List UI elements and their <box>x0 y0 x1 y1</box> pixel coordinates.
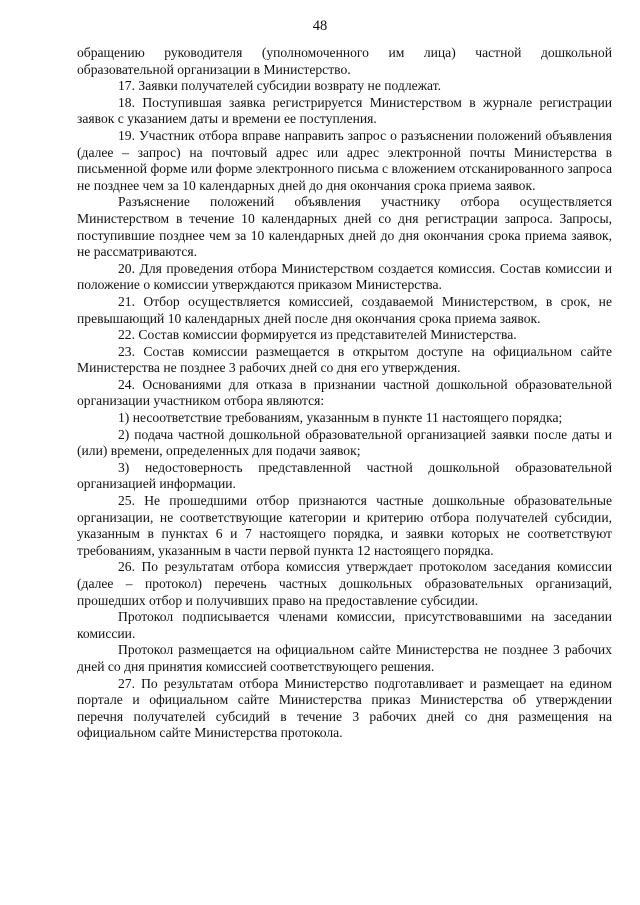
paragraph-26-publication: Протокол размещается на официальном сайте Министерства не позднее 3 рабочих дней со дня принятия комиссией соответствующего решения. <box>77 642 612 674</box>
paragraph-21: 21. Отбор осуществляется комиссией, создаваемой Министерством, в срок, не превышающий 10 календарных дней после дня окончания срока приема заявок. <box>77 293 612 326</box>
document-body <box>77 45 612 742</box>
paragraph-20: 20. Для проведения отбора Министерством создается комиссия. Состав комиссии и положение о комиссии утверждаются приказом Министерства. <box>77 260 612 293</box>
paragraph-26: 26. По результатам отбора комиссия утверждает протоколом заседания комиссии (далее – протокол) перечень частных дошкольных образовательных организаций, прошедших отбор и получивших право на предоставление субсидии. <box>77 559 612 608</box>
paragraph-24-item-2: 2) подача частной дошкольной образовательной организацией заявки после даты и (или) времени, определенных для подачи заявок; <box>77 426 612 459</box>
page-number: 48 <box>312 18 328 34</box>
paragraph-24-item-1: 1) несоответствие требованиям, указанным в пункте 11 настоящего порядка; <box>118 410 563 426</box>
paragraph-22: 22. Состав комиссии формируется из представителей Министерства. <box>118 327 517 343</box>
paragraph-17: 17. Заявки получателей субсидии возврату не подлежат. <box>118 78 442 94</box>
paragraph-24: 24. Основаниями для отказа в признании частной дошкольной образовательной организации участником отбора являются: <box>77 376 612 409</box>
paragraph-18: 18. Поступившая заявка регистрируется Министерством в журнале регистрации заявок с указанием даты и времени ее поступления. <box>77 94 612 127</box>
paragraph-25: 25. Не прошедшими отбор признаются частные дошкольные образовательные организации, не соответствующие категории и критерию отбора получателей субсидии, указанным в пунктах 6 и 7 настоящего порядка, и заявки которых не соответствуют требованиям, указанным в части первой пункта 12 настоящего порядка. <box>77 493 612 558</box>
paragraph-27: 27. По результатам отбора Министерство подготавливает и размещает на едином портале и официальном сайте Министерства приказ Министерства об утверждении перечня получателей субсидий в течение 3 рабочих дней со дня размещения на официальном сайте Министерства протокола. <box>77 675 612 741</box>
paragraph-23: 23. Состав комиссии размещается в открытом доступе на официальном сайте Министерства не позднее 3 рабочих дней со дня его утверждения. <box>77 343 612 376</box>
paragraph-continuation: обращению руководителя (уполномоченного им лица) частной дошкольной образовательной организации в Министерство. <box>77 45 612 77</box>
paragraph-26-signing: Протокол подписывается членами комиссии, присутствовавшими на заседании комиссии. <box>77 609 612 641</box>
paragraph-24-item-3: 3) недостоверность представленной частной дошкольной образовательной организацией информации. <box>77 459 612 492</box>
paragraph-19-clarification: Разъяснение положений объявления участнику отбора осуществляется Министерством в течение 10 календарных дней со дня регистрации запроса. Запросы, поступившие позднее чем за 10 календарных дней до дня окончания срока приема заявок, не рассматриваются. <box>77 194 612 260</box>
paragraph-19: 19. Участник отбора вправе направить запрос о разъяснении положений объявления (далее – запрос) на почтовый адрес или адрес электронной почты Министерства в письменной форме или форме электронного письма с вложением отсканированного запроса не позднее чем за 10 календарных дней до дня окончания срока приема заявок. <box>77 127 612 193</box>
